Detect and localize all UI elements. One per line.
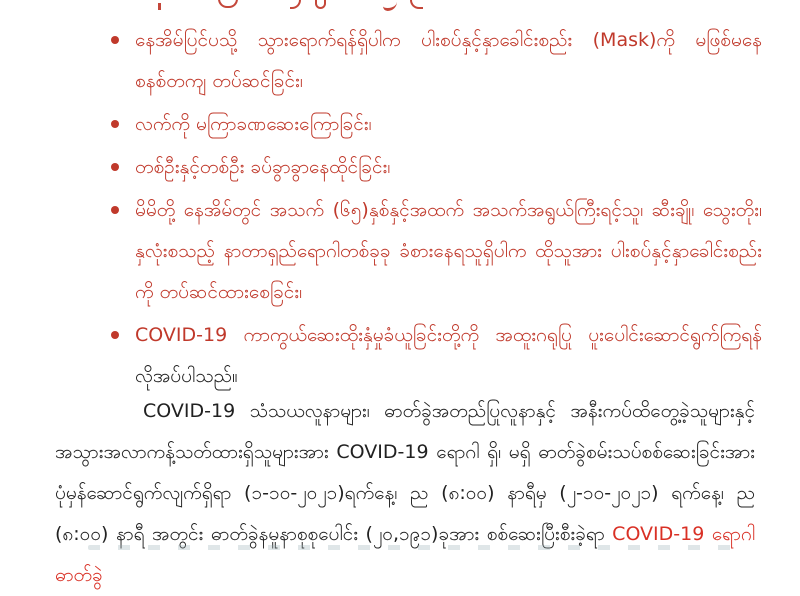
paragraph-text: COVID-19 သံသယလူနာများ၊ ဓာတ်ခွဲအတည်ပြုလူနာနှင့် အနီးကပ်ထိတွေ့ခဲ့သူများနှင့် အသွားအလာကန့်သတ်ထားရှိသူများအား COVID-19 ရောဂါ ရှိ၊ မရှိ ဓာတ်ခွဲစမ်းသပ်စစ်ဆေးခြင်းအား ပုံမှန်ဆောင်ရွက်လျက်ရှိရာ (၁-၁၀-၂၀၂၁)ရက်နေ့၊ ည (၈:၀၀) နာရီမှ (၂-၁၀-၂၀၂၁) ရက်နေ့၊ ည (၈:၀၀) နာရီ အတွင်း ဓာတ်ခွဲနမူနာစုစုပေါင်း (၂၀,၁၉၁)ခုအား စစ်ဆေးပြီးစီးခဲ့ရာ — [55, 400, 755, 545]
bullet-text: မိမိတို့ နေအိမ်တွင် အသက် (၆၅)နှစ်နှင့်အထက် အသက်အရွယ်ကြီးရင့်သူ၊ ဆီးချို၊ သွေးတိုး၊ နှလုံးစသည့် နာတာရှည်ရောဂါတစ်ခုခု ခံစားနေရသူရှိပါက ထိုသူအား ပါးစပ်နှင့်နှာခေါင်းစည်း ကို တပ်ဆင်ထားစေခြင်း၊ — [135, 199, 762, 303]
glyph-fragment — [410, 0, 423, 9]
bullet-dot-icon — [111, 36, 119, 44]
glyph-fragment — [158, 3, 161, 10]
bullet-dot-icon — [111, 331, 119, 339]
glyph-fragment — [218, 0, 238, 8]
bullet-text-black: လိုအပ်ပါသည်။ — [135, 365, 238, 387]
bullet-list — [0, 20, 800, 399]
bullet-text: တစ်ဦးနှင့်တစ်ဦး ခပ်ခွာခွာနေထိုင်ခြင်း၊ — [135, 156, 391, 178]
bullet-text: လက်ကို မကြာခဏဆေးကြောခြင်း၊ — [135, 113, 372, 135]
bullet-text: နေအိမ်ပြင်ပသို့ သွားရောက်ရန်ရှိပါက ပါးစပ်နှင့်နှာခေါင်းစည်း (Mask)ကို မဖြစ်မနေ စနစ်တကျ တပ်ဆင်ခြင်း၊ — [135, 29, 762, 92]
bullet-dot-icon — [111, 206, 119, 214]
bullet-text: COVID-19 ကာကွယ်ဆေးထိုးနှံမှုခံယူခြင်းတို့ကို အထူးဂရုပြု ပူးပေါင်းဆောင်ရွက်ကြရန် — [135, 324, 762, 346]
bullet-dot-icon — [111, 163, 119, 171]
glyph-fragment — [315, 0, 326, 9]
list-item — [0, 315, 800, 397]
list-item — [0, 190, 800, 313]
list-item — [0, 147, 800, 188]
glyph-fragment — [290, 0, 301, 9]
clipped-text-bottom — [88, 545, 748, 550]
body-paragraph — [55, 391, 755, 596]
bullet-dot-icon — [111, 120, 119, 128]
list-item — [0, 20, 800, 102]
list-item — [0, 104, 800, 145]
paragraph-highlight: COVID-19 ရောဂါ ဓာတ်ခွဲ — [55, 523, 756, 586]
clipped-text-top — [0, 0, 800, 12]
glyph-fragment — [383, 0, 397, 11]
